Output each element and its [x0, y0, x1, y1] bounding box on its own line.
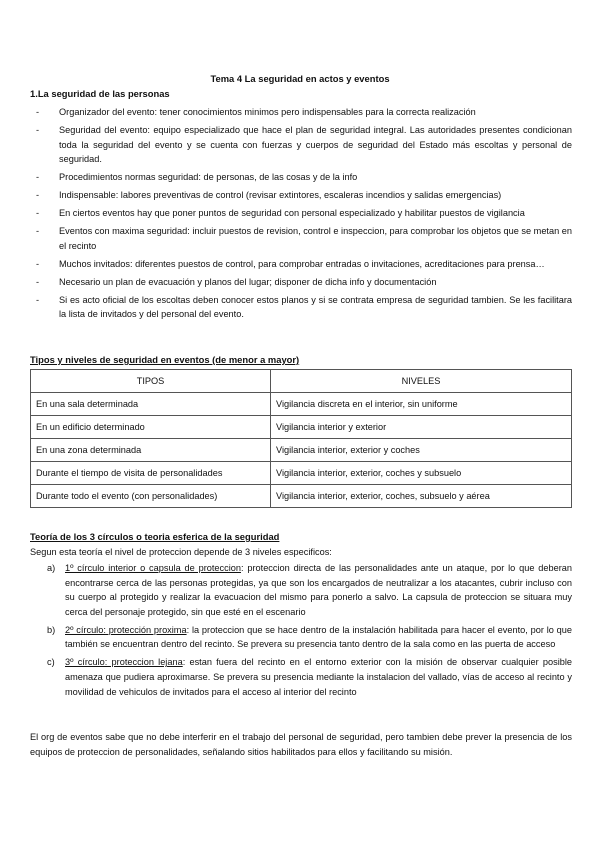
- circle-term: 2º círculo: protección proxima: [65, 624, 187, 635]
- dash-bullet-icon: -: [36, 107, 40, 117]
- list-item: - Procedimientos normas seguridad: de personas, de las cosas y de la info: [36, 170, 572, 185]
- table-cell: En una zona determinada: [31, 439, 271, 462]
- theory-intro: Segun esta teoría el nivel de proteccion depende de 3 niveles especificos:: [30, 547, 332, 557]
- table-header-row: [31, 370, 572, 393]
- table-cell: Durante el tiempo de visita de personalidades: [31, 462, 271, 485]
- dash-bullet-icon: -: [36, 172, 40, 183]
- item-label: c): [47, 657, 55, 668]
- dash-bullet-icon: -: [36, 226, 40, 237]
- list-item: - Necesario un plan de evacuación y planos del lugar; disponer de dicha info y documentación: [36, 275, 572, 290]
- table-cell: Vigilancia discreta en el interior, sin uniforme: [271, 393, 572, 416]
- circle-description: : proteccion directa de las personalidades ante un ataque, por lo que deberan encontrarse cerca de las personas protegidas, ya que son los encargados de neutralizar a los atacantes, cubrir incluso con su cuerpo al protegido y realizar la evacuacion del mismo para ponerlo a salvo. La capsula de proteccion se situara muy cerca del personaje protegido, sin que esté en el escenario: [65, 563, 572, 617]
- list-item: - Organizador del evento: tener conocimientos minimos pero indispensables para la correcta realización: [36, 105, 572, 120]
- security-bullet-list: [36, 105, 572, 325]
- column-header-niveles: NIVELES: [271, 370, 572, 393]
- table-row: [31, 393, 572, 416]
- security-levels-table: [30, 369, 572, 508]
- circle-term: 1º círculo interior o capsula de proteccion: [65, 563, 241, 573]
- closing-paragraph: El org de eventos sabe que no debe interferir en el trabajo del personal de seguridad, pero tambien debe prever la presencia de los equipos de proteccion de personalidades, señalando sitios habilitados para ellos y facilitando su misión.: [30, 732, 572, 757]
- table-row: [31, 439, 572, 462]
- list-item: [47, 655, 572, 699]
- circle-description: : la proteccion que se hace dentro de la instalación habilitada para hacer el evento, por lo que también se encuentran dentro del recinto. Se prevera su presencia tanto dentro de la sala como en las puerta de acceso: [65, 624, 572, 650]
- table-row: [31, 416, 572, 439]
- table-cell: Vigilancia interior, exterior, coches, subsuelo y aérea: [271, 485, 572, 508]
- item-label: a): [47, 563, 56, 573]
- list-item: [47, 623, 572, 652]
- table-cell: En un edificio determinado: [31, 416, 271, 439]
- dash-bullet-icon: -: [36, 276, 40, 287]
- circle-term: 3º círculo: proteccion lejana: [65, 657, 183, 668]
- document-title: Tema 4 La seguridad en actos y eventos: [210, 73, 390, 84]
- circles-list: [47, 561, 572, 703]
- theory-heading: Teoría de los 3 círculos o teoria esferica de la seguridad: [30, 531, 280, 542]
- dash-bullet-icon: -: [36, 124, 40, 135]
- table-cell: En una sala determinada: [31, 393, 271, 416]
- column-header-tipos: TIPOS: [31, 370, 271, 393]
- table-heading: Tipos y niveles de seguridad en eventos (de menor a mayor): [30, 354, 300, 365]
- circle-description: : estan fuera del recinto en el entorno exterior con la misión de observar cualquier posible amenaza que pudiera aproximarse. Se prevera su presencia mediante la instalacion del vallado, vías de acceso al recinto y movilidad de vehiculos de invitados para el acceso al interior del recinto: [65, 657, 572, 697]
- dash-bullet-icon: -: [36, 190, 40, 201]
- section-heading-personas: 1.La seguridad de las personas: [30, 88, 170, 99]
- list-item: - Indispensable: labores preventivas de control (revisar extintores, escaleras incendios y salidas emergencias): [36, 188, 572, 203]
- list-item: [47, 561, 572, 619]
- table-row: [31, 485, 572, 508]
- table-cell: Vigilancia interior, exterior y coches: [271, 439, 572, 462]
- list-item: - Seguridad del evento: equipo especializado que hace el plan de seguridad integral. Las autoridades presentes condicionan toda la seguridad del evento y se cuenta con fuerzas y cuerpos de seguridad del Estado más escoltas y personal de seguridad.: [36, 124, 572, 165]
- list-item: - Muchos invitados: diferentes puestos de control, para comprobar entradas o invitaciones, acreditaciones para prensa…: [36, 257, 572, 272]
- table-cell: Durante todo el evento (con personalidades): [31, 485, 271, 508]
- item-label: b): [47, 624, 56, 635]
- table-cell: Vigilancia interior y exterior: [271, 416, 572, 439]
- table-cell: Vigilancia interior, exterior, coches y subsuelo: [271, 462, 572, 485]
- dash-bullet-icon: -: [36, 208, 40, 219]
- table-row: [31, 462, 572, 485]
- list-item: - Si es acto oficial de los escoltas deben conocer estos planos y si se contrata empresa de seguridad tambien. Se les facilitara la lista de invitados y del personal del evento.: [36, 294, 572, 320]
- list-item: - Eventos con maxima seguridad: incluir puestos de revision, control e inspeccion, para comprobar los objetos que se metan en el recinto: [36, 226, 572, 251]
- dash-bullet-icon: -: [36, 258, 40, 269]
- dash-bullet-icon: -: [36, 294, 40, 305]
- list-item: - En ciertos eventos hay que poner puntos de seguridad con personal especializado y habilitar puestos de vigilancia: [36, 206, 572, 221]
